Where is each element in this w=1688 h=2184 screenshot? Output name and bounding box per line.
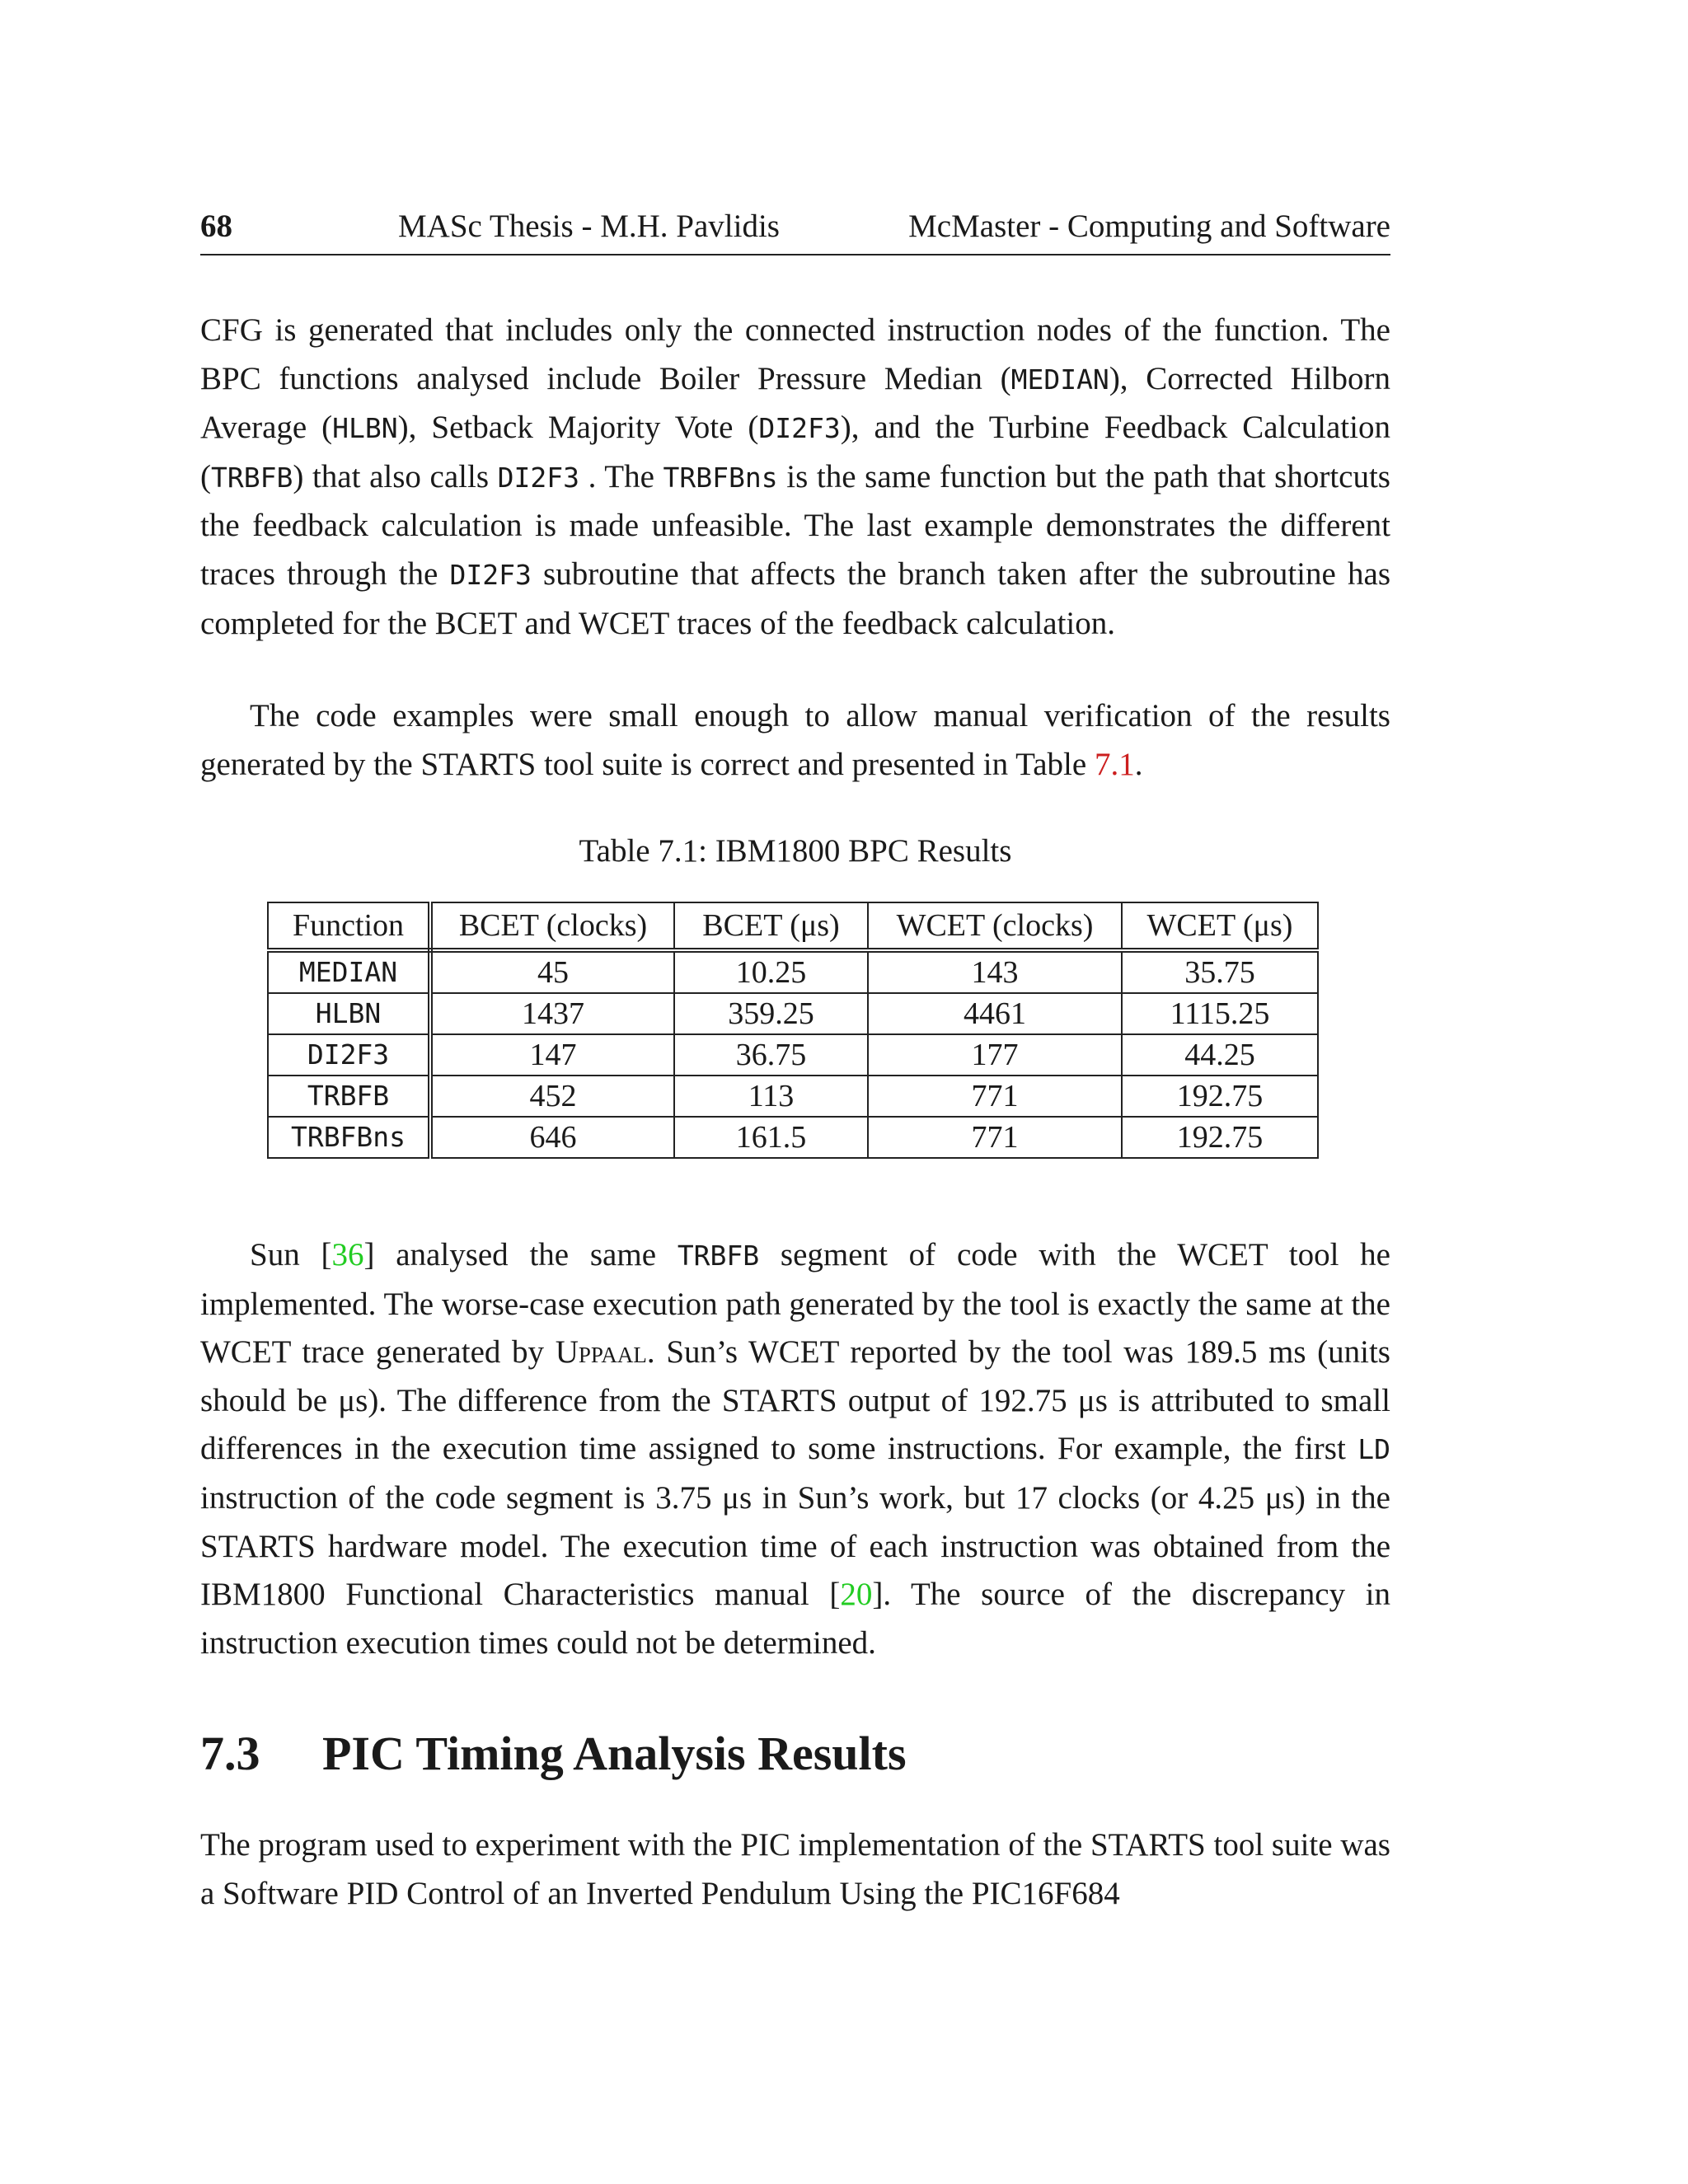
code-trbfbns: TRBFBns xyxy=(663,461,778,494)
table-cell: 45 xyxy=(430,950,674,993)
text-run: . xyxy=(1134,746,1143,782)
column-header: BCET (μs) xyxy=(674,902,868,950)
table-row xyxy=(268,1076,1318,1117)
table-cell: 177 xyxy=(868,1034,1122,1076)
code-hlbn: HLBN xyxy=(332,412,398,445)
table-cell: 113 xyxy=(674,1076,868,1117)
results-table xyxy=(267,902,1319,1159)
function-cell: MEDIAN xyxy=(268,950,430,993)
running-header xyxy=(200,208,1390,255)
paragraph-verification xyxy=(200,692,1390,789)
table-cell: 192.75 xyxy=(1122,1076,1318,1117)
paragraph-pic-intro: The program used to experiment with the PIC implementation of the STARTS tool suite was a Software PID Control of an Inverted Pendulum Using the PIC16F684 xyxy=(200,1827,1390,1911)
text-run: instruction of the code segment is 3.75 μs in Sun’s work, but 17 clocks (or 4.25 μs) in the STARTS hardware model. The execution time of each instruction was obtained from the IBM1800 Functional Characteristics manual [ xyxy=(200,1479,1390,1613)
table-cell: 143 xyxy=(868,950,1122,993)
paragraph-sun-comparison xyxy=(200,1231,1390,1667)
table-cell: 161.5 xyxy=(674,1117,868,1158)
code-ld: LD xyxy=(1357,1433,1390,1466)
table-cell: 192.75 xyxy=(1122,1117,1318,1158)
function-cell: HLBN xyxy=(268,993,430,1034)
text-run: ] analysed the same xyxy=(363,1237,678,1272)
text-run: ), Corrected Hilborn Average ( xyxy=(200,360,1390,446)
tool-name-uppaal: Uppaal xyxy=(555,1334,647,1371)
table-cell: 646 xyxy=(430,1117,674,1158)
citation-link[interactable]: 20 xyxy=(840,1577,873,1613)
code-trbfb: TRBFB xyxy=(211,461,293,494)
text-run: segment of code with the WCET tool he implemented. The worse-case execution path generated by the tool is exactly the same at the WCET trace generated by xyxy=(200,1237,1390,1371)
text-run: is the same function but the path that shortcuts the feedback calculation is made unfeasible. The last example demonstrates the different traces through the xyxy=(200,458,1390,592)
code-trbfb: TRBFB xyxy=(677,1240,760,1272)
text-run: Sun [ xyxy=(250,1237,332,1272)
table-cell: 1115.25 xyxy=(1122,993,1318,1034)
table-row xyxy=(268,1034,1318,1076)
header-affiliation: McMaster - Computing and Software xyxy=(908,209,1390,244)
code-median: MEDIAN xyxy=(1010,363,1109,396)
text-run: . The xyxy=(579,458,663,494)
text-run: ), and the Turbine Feedback Calculation ( xyxy=(200,410,1390,494)
page-number: 68 xyxy=(200,209,232,244)
table-reference-link[interactable]: 7.1 xyxy=(1094,746,1135,782)
text-run: CFG is generated that includes only the connected instruction nodes of the function. The BPC functions analysed include Boiler Pressure Median ( xyxy=(200,312,1390,396)
column-header: WCET (clocks) xyxy=(868,902,1122,950)
text-run: . Sun’s WCET reported by the tool was 189.5 ms (units should be μs). The difference from the STARTS output of 192.75 μs is attributed to small differences in the execution time assigned to some instructions. For example, the first xyxy=(200,1334,1390,1467)
code-di2f3: DI2F3 xyxy=(497,461,579,494)
table-cell: 771 xyxy=(868,1117,1122,1158)
table-cell: 359.25 xyxy=(674,993,868,1034)
citation-link[interactable]: 36 xyxy=(331,1237,364,1272)
table-cell: 44.25 xyxy=(1122,1034,1318,1076)
table-cell: 771 xyxy=(868,1076,1122,1117)
column-header: Function xyxy=(268,902,430,950)
function-cell: TRBFB xyxy=(268,1076,430,1117)
table-row xyxy=(268,1117,1318,1158)
table-row xyxy=(268,950,1318,993)
section-number: 7.3 xyxy=(200,1727,260,1780)
paragraph-bpc-functions xyxy=(200,307,1390,648)
table-cell: 36.75 xyxy=(674,1034,868,1076)
table-cell: 4461 xyxy=(868,993,1122,1034)
function-cell: DI2F3 xyxy=(268,1034,430,1076)
text-run: ) that also calls xyxy=(293,458,498,494)
function-cell: TRBFBns xyxy=(268,1117,430,1158)
table-cell: 147 xyxy=(430,1034,674,1076)
table-cell: 10.25 xyxy=(674,950,868,993)
code-di2f3: DI2F3 xyxy=(449,558,532,591)
table-header-row xyxy=(268,902,1318,950)
table-row xyxy=(268,993,1318,1034)
text-run: ), Setback Majority Vote ( xyxy=(397,410,759,446)
column-header: WCET (μs) xyxy=(1122,902,1318,950)
header-title: MASc Thesis - M.H. Pavlidis xyxy=(398,209,780,244)
code-di2f3: DI2F3 xyxy=(758,412,841,445)
table-cell: 35.75 xyxy=(1122,950,1318,993)
table-caption: Table 7.1: IBM1800 BPC Results xyxy=(579,833,1012,869)
text-run: The code examples were small enough to allow manual verification of the results generated by the STARTS tool suite is correct and presented in Table xyxy=(200,698,1390,782)
text-run: subroutine that affects the branch taken after the subroutine has completed for the BCET and WCET traces of the feedback calculation. xyxy=(200,555,1390,641)
table-cell: 1437 xyxy=(430,993,674,1034)
section-title: PIC Timing Analysis Results xyxy=(322,1727,907,1780)
table-cell: 452 xyxy=(430,1076,674,1117)
text-run: ]. The source of the discrepancy in instruction execution times could not be determined. xyxy=(200,1577,1390,1661)
column-header: BCET (clocks) xyxy=(430,902,674,950)
section-heading xyxy=(200,1726,907,1781)
